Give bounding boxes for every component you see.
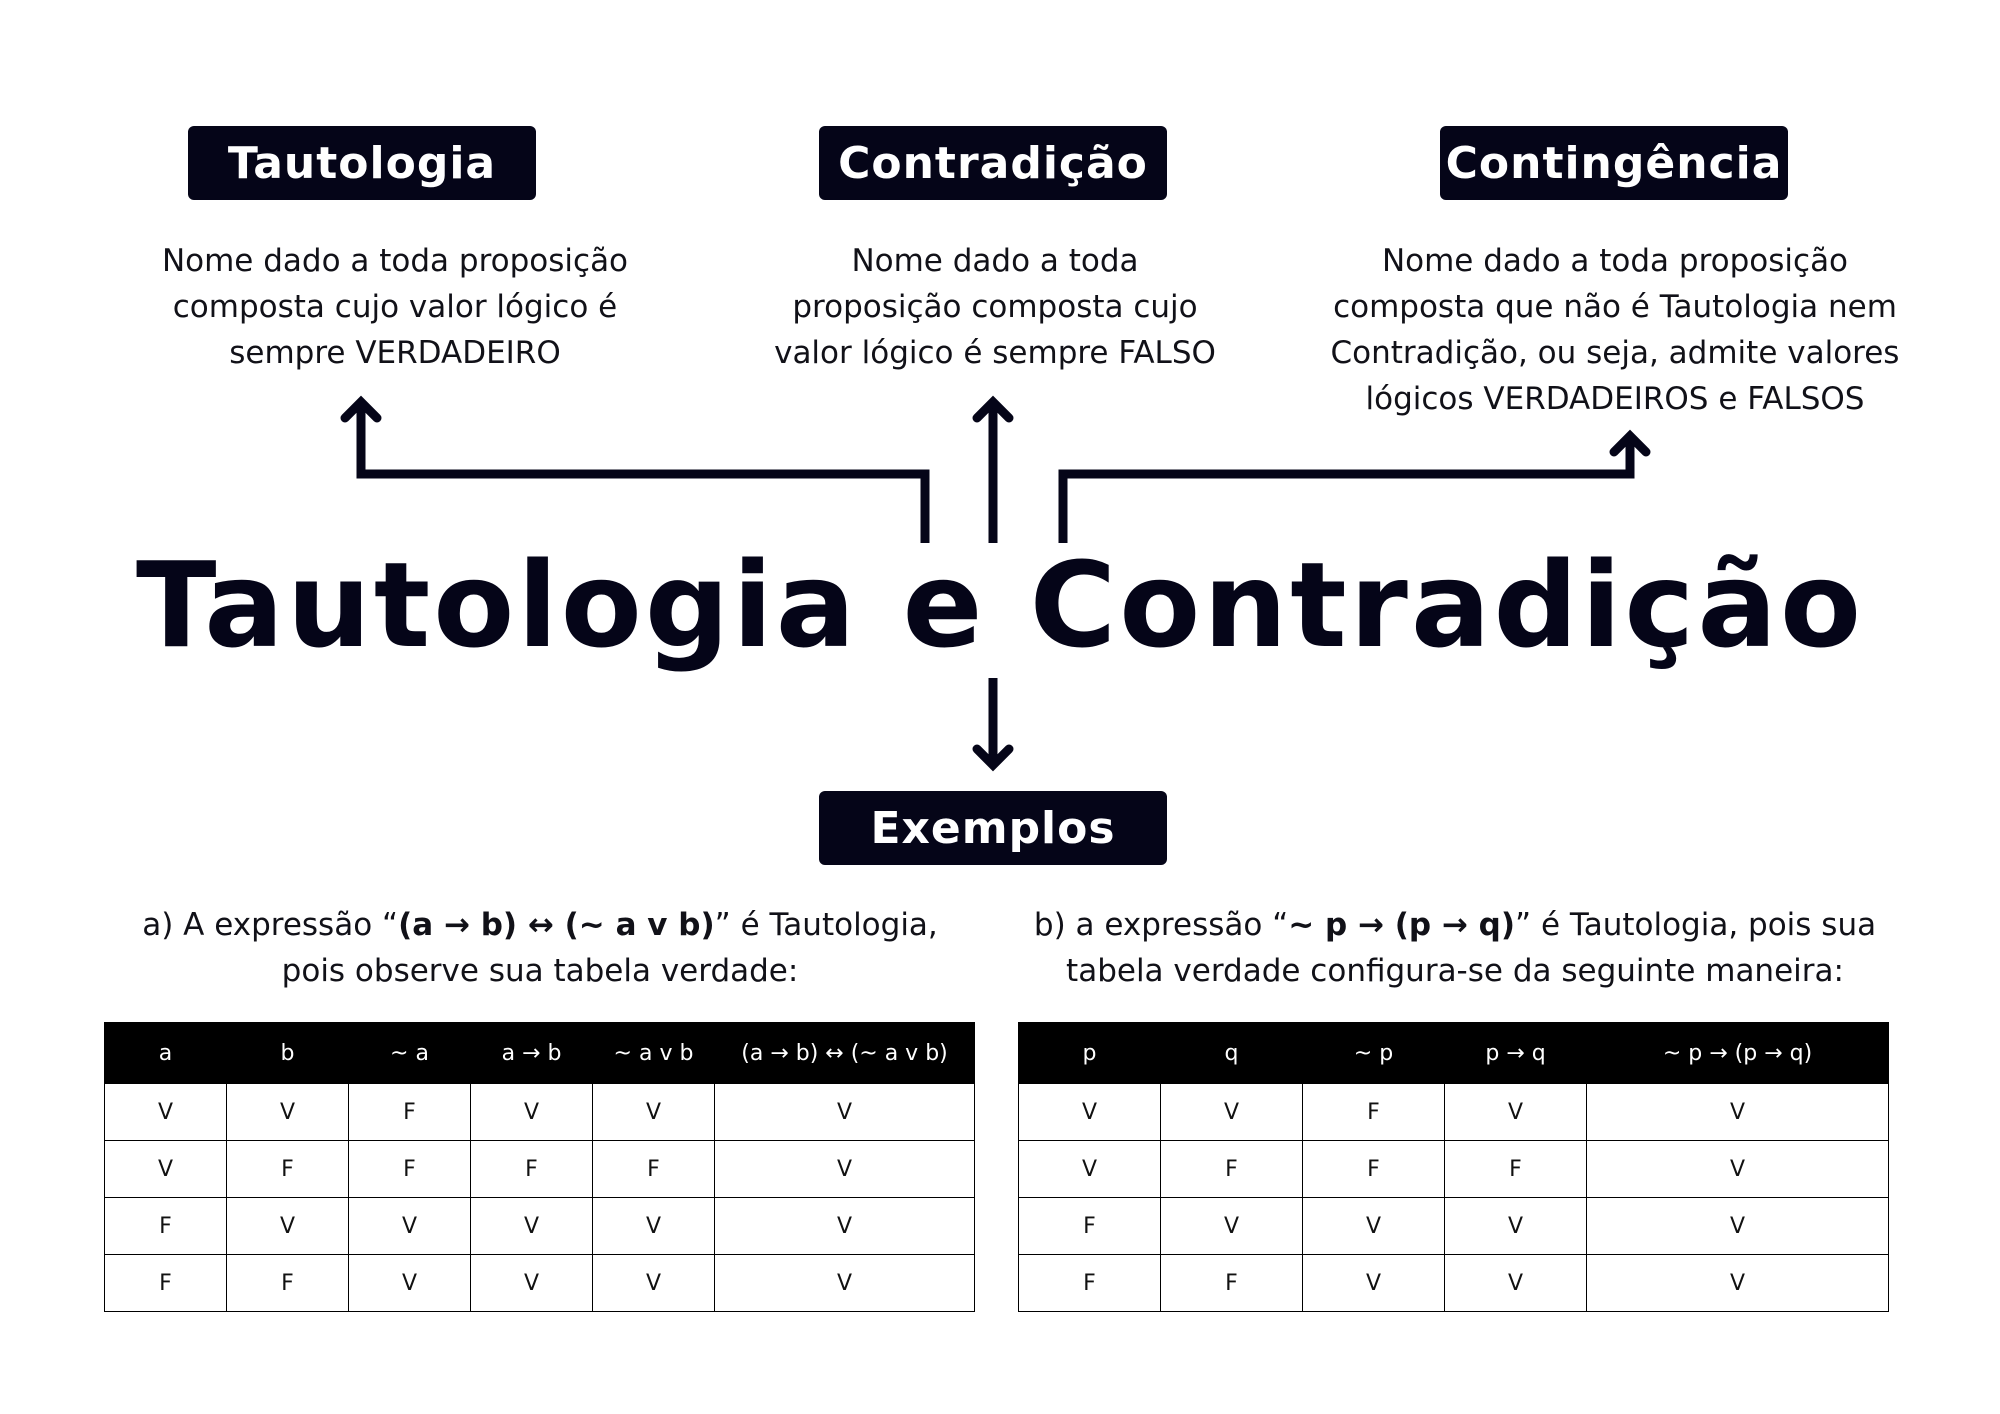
description-contingencia: [1300, 238, 1930, 422]
table-cell: V: [471, 1255, 593, 1312]
table-cell: V: [471, 1198, 593, 1255]
table-cell: F: [1303, 1141, 1445, 1198]
table-cell: F: [1161, 1141, 1303, 1198]
table-cell: F: [227, 1255, 349, 1312]
main-title: Tautologia e Contradição: [135, 536, 1865, 674]
table-cell: F: [1445, 1141, 1587, 1198]
table-cell: V: [715, 1198, 975, 1255]
label-tautologia: Tautologia: [188, 126, 536, 200]
desc-line: Contradição, ou seja, admite valores: [1330, 335, 1900, 371]
example-a-line2: pois observe sua tabela verdade:: [281, 953, 799, 989]
header-cell: (a → b) ↔ (~ a v b): [715, 1023, 975, 1084]
desc-line: proposição composta cujo: [792, 289, 1198, 325]
header-cell: p → q: [1445, 1023, 1587, 1084]
truth-table-a: [104, 1022, 975, 1312]
example-b-prefix: b) a expressão “: [1033, 907, 1289, 943]
label-exemplos: Exemplos: [819, 791, 1167, 865]
header-cell: p: [1019, 1023, 1161, 1084]
table-cell: V: [1161, 1198, 1303, 1255]
header-cell: b: [227, 1023, 349, 1084]
desc-line: composta que não é Tautologia nem: [1333, 289, 1897, 325]
table-cell: F: [105, 1255, 227, 1312]
header-cell: q: [1161, 1023, 1303, 1084]
example-a-suffix: ” é Tautologia,: [714, 907, 938, 943]
description-tautologia: [100, 238, 690, 376]
header-cell: ~ p: [1303, 1023, 1445, 1084]
table-cell: V: [227, 1198, 349, 1255]
table-cell: V: [1445, 1084, 1587, 1141]
desc-line: Nome dado a toda: [851, 243, 1139, 279]
arrow-to-tautologia: [361, 402, 925, 543]
table-row: [105, 1141, 975, 1198]
table-cell: V: [715, 1255, 975, 1312]
table-cell: V: [105, 1084, 227, 1141]
desc-line: sempre VERDADEIRO: [229, 335, 561, 371]
example-b-expression: ~ p → (p → q): [1288, 907, 1516, 943]
arrow-to-contingencia: [1063, 436, 1630, 543]
header-cell: ~ a: [349, 1023, 471, 1084]
table-cell: F: [1019, 1255, 1161, 1312]
table-cell: V: [1019, 1141, 1161, 1198]
table-row: [1019, 1141, 1889, 1198]
example-b-line1: [1000, 902, 1910, 948]
header-cell: a: [105, 1023, 227, 1084]
table-cell: F: [1161, 1255, 1303, 1312]
table-row: [105, 1084, 975, 1141]
table-cell: V: [105, 1141, 227, 1198]
example-b-line2: tabela verdade configura-se da seguinte maneira:: [1066, 953, 1844, 989]
table-cell: V: [1587, 1198, 1889, 1255]
table-cell: V: [1587, 1141, 1889, 1198]
table-cell: V: [471, 1084, 593, 1141]
table-header-row: [105, 1023, 975, 1084]
table-cell: V: [1303, 1255, 1445, 1312]
table-cell: F: [227, 1141, 349, 1198]
table-cell: V: [349, 1255, 471, 1312]
desc-line: Nome dado a toda proposição: [1381, 243, 1849, 279]
table-cell: V: [227, 1084, 349, 1141]
header-cell: a → b: [471, 1023, 593, 1084]
desc-line: valor lógico é sempre FALSO: [774, 335, 1216, 371]
table-row: [1019, 1084, 1889, 1141]
table-row: [105, 1255, 975, 1312]
table-cell: V: [715, 1084, 975, 1141]
table-cell: V: [1587, 1255, 1889, 1312]
table-cell: F: [593, 1141, 715, 1198]
label-contradicao: Contradição: [819, 126, 1167, 200]
table-row: [105, 1198, 975, 1255]
table-cell: F: [1303, 1084, 1445, 1141]
table-cell: V: [1445, 1255, 1587, 1312]
header-cell: ~ a v b: [593, 1023, 715, 1084]
header-cell: ~ p → (p → q): [1587, 1023, 1889, 1084]
table-row: [1019, 1198, 1889, 1255]
example-a-expression: (a → b) ↔ (~ a v b): [398, 907, 715, 943]
table-cell: F: [105, 1198, 227, 1255]
table-cell: V: [593, 1084, 715, 1141]
table-cell: V: [1019, 1084, 1161, 1141]
table-cell: V: [715, 1141, 975, 1198]
example-b-text: [1000, 902, 1910, 994]
description-contradicao: [700, 238, 1290, 376]
table-cell: V: [593, 1255, 715, 1312]
table-cell: V: [1161, 1084, 1303, 1141]
table-header-row: [1019, 1023, 1889, 1084]
truth-table-b: [1018, 1022, 1889, 1312]
table-cell: V: [1303, 1198, 1445, 1255]
table-cell: V: [349, 1198, 471, 1255]
desc-line: composta cujo valor lógico é: [172, 289, 618, 325]
table-cell: F: [349, 1084, 471, 1141]
label-contingencia: Contingência: [1440, 126, 1788, 200]
example-a-prefix: a) A expressão “: [142, 907, 399, 943]
example-a-line1: [90, 902, 990, 948]
table-cell: V: [593, 1198, 715, 1255]
desc-line: lógicos VERDADEIROS e FALSOS: [1365, 381, 1865, 417]
desc-line: Nome dado a toda proposição: [161, 243, 629, 279]
example-b-suffix: ” é Tautologia, pois sua: [1515, 907, 1877, 943]
table-cell: V: [1587, 1084, 1889, 1141]
table-cell: F: [1019, 1198, 1161, 1255]
table-cell: V: [1445, 1198, 1587, 1255]
table-cell: F: [471, 1141, 593, 1198]
example-a-text: [90, 902, 990, 994]
table-cell: F: [349, 1141, 471, 1198]
table-row: [1019, 1255, 1889, 1312]
